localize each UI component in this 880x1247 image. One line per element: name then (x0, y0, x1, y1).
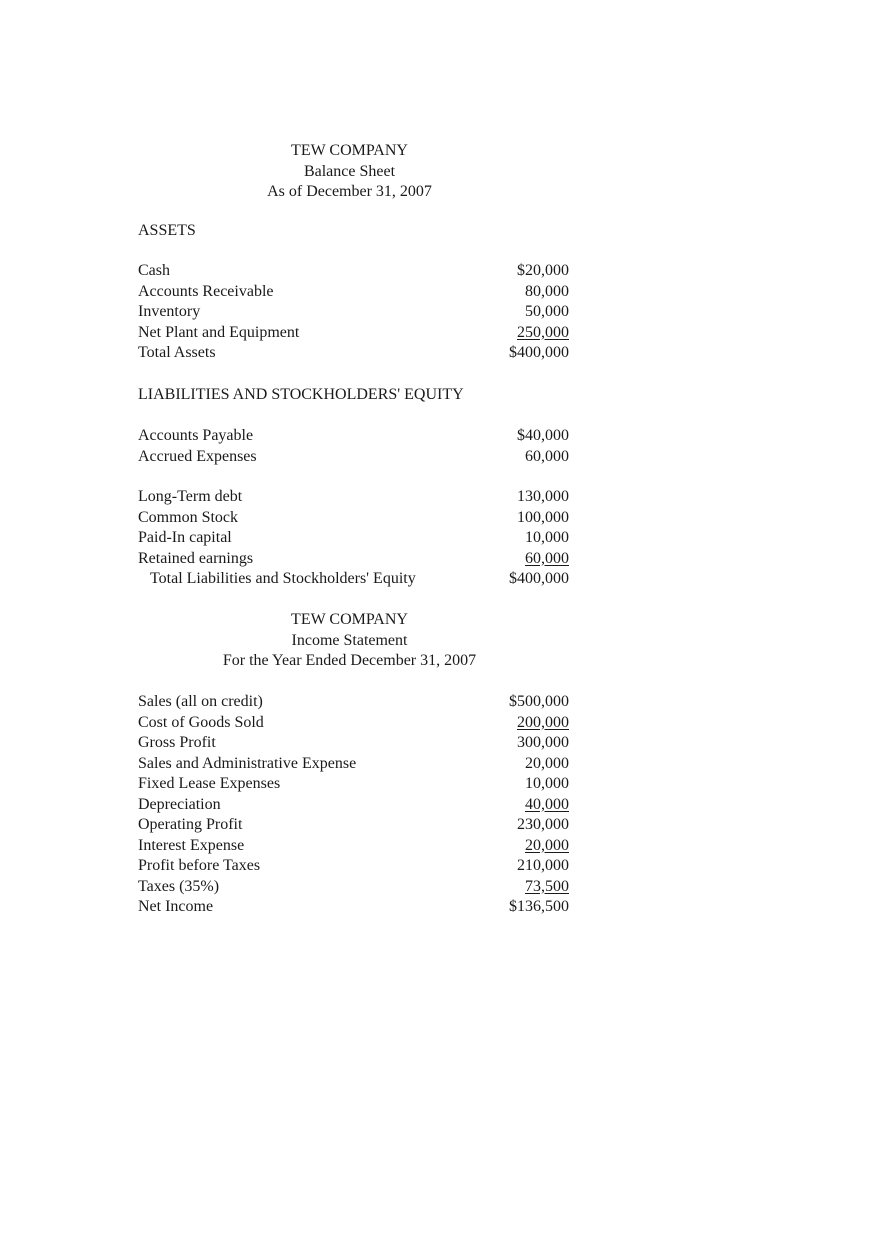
table-row (138, 836, 569, 857)
row-value: 300,000 (517, 734, 569, 751)
row-label: Accrued Expenses (138, 447, 257, 465)
row-label: Taxes (35%) (138, 877, 220, 895)
table-row (138, 569, 569, 590)
table-row (138, 302, 569, 323)
row-value: 10,000 (525, 775, 569, 792)
row-label: Cash (138, 262, 170, 279)
row-label: Gross Profit (138, 734, 216, 751)
table-row (138, 897, 569, 918)
income-statement-table (138, 692, 569, 918)
table-row (138, 877, 569, 898)
table-row (138, 261, 569, 282)
row-value: 40,000 (525, 795, 569, 813)
table-row (138, 343, 569, 364)
row-label: Inventory (138, 303, 201, 320)
row-label: Interest Expense (138, 836, 245, 854)
row-label: Total Assets (138, 344, 216, 361)
row-value: 230,000 (517, 816, 569, 833)
row-label: Accounts Payable (138, 427, 254, 444)
table-row (138, 774, 569, 795)
assets-table (138, 261, 569, 364)
row-value: 210,000 (517, 857, 569, 874)
row-label: Fixed Lease Expenses (138, 775, 281, 792)
company-name: TEW COMPANY (291, 611, 408, 628)
statement-date: As of December 31, 2007 (267, 183, 432, 200)
current-liabilities-table (138, 426, 569, 467)
row-value: 250,000 (517, 323, 569, 341)
row-label: Net Income (138, 898, 214, 915)
table-row (138, 795, 569, 816)
table-row (138, 856, 569, 877)
row-label: Retained earnings (138, 549, 254, 567)
table-row (138, 528, 569, 549)
row-value: $400,000 (509, 570, 569, 587)
row-value: $40,000 (517, 427, 569, 444)
table-row (138, 549, 569, 570)
row-label: Sales (all on credit) (138, 693, 263, 710)
balance-sheet-title (134, 141, 565, 203)
row-value: $20,000 (517, 262, 569, 279)
row-value: 80,000 (525, 282, 569, 300)
row-value: $400,000 (509, 344, 569, 361)
assets-heading: ASSETS (138, 222, 196, 239)
row-value: 73,500 (525, 877, 569, 895)
row-value: 20,000 (525, 836, 569, 854)
row-value: 130,000 (517, 488, 569, 505)
table-row (138, 713, 569, 734)
row-label: Sales and Administrative Expense (138, 754, 357, 772)
row-label: Paid-In capital (138, 529, 232, 546)
statement-period: For the Year Ended December 31, 2007 (222, 652, 477, 669)
row-label: Common Stock (138, 508, 239, 526)
statement-name: Balance Sheet (303, 162, 396, 180)
table-row (138, 487, 569, 508)
row-value: 60,000 (525, 447, 569, 465)
row-value: $136,500 (509, 898, 569, 915)
row-label: Operating Profit (138, 816, 243, 833)
statement-name: Income Statement (291, 631, 408, 649)
table-row (138, 692, 569, 713)
row-label: Profit before Taxes (138, 857, 261, 874)
row-label: Total Liabilities and Stockholders' Equity (150, 570, 416, 587)
row-label: Long-Term debt (138, 488, 243, 505)
company-name: TEW COMPANY (291, 142, 408, 159)
table-row (138, 754, 569, 775)
table-row (138, 508, 569, 529)
row-label: Cost of Goods Sold (138, 713, 264, 731)
row-label: Accounts Receivable (138, 282, 274, 300)
row-value: 50,000 (525, 303, 569, 320)
row-label: Net Plant and Equipment (138, 323, 300, 341)
row-value: $500,000 (509, 693, 569, 710)
row-value: 200,000 (517, 713, 569, 731)
row-value: 60,000 (525, 549, 569, 567)
table-row (138, 733, 569, 754)
income-statement-title (134, 610, 565, 672)
table-row (138, 323, 569, 344)
row-label: Depreciation (138, 795, 221, 813)
table-row (138, 282, 569, 303)
liabilities-equity-table (138, 487, 569, 590)
table-row (138, 426, 569, 447)
liabilities-heading: LIABILITIES AND STOCKHOLDERS' EQUITY (138, 386, 464, 403)
table-row (138, 447, 569, 468)
row-value: 20,000 (525, 754, 569, 772)
row-value: 100,000 (517, 508, 569, 526)
table-row (138, 815, 569, 836)
row-value: 10,000 (525, 529, 569, 546)
